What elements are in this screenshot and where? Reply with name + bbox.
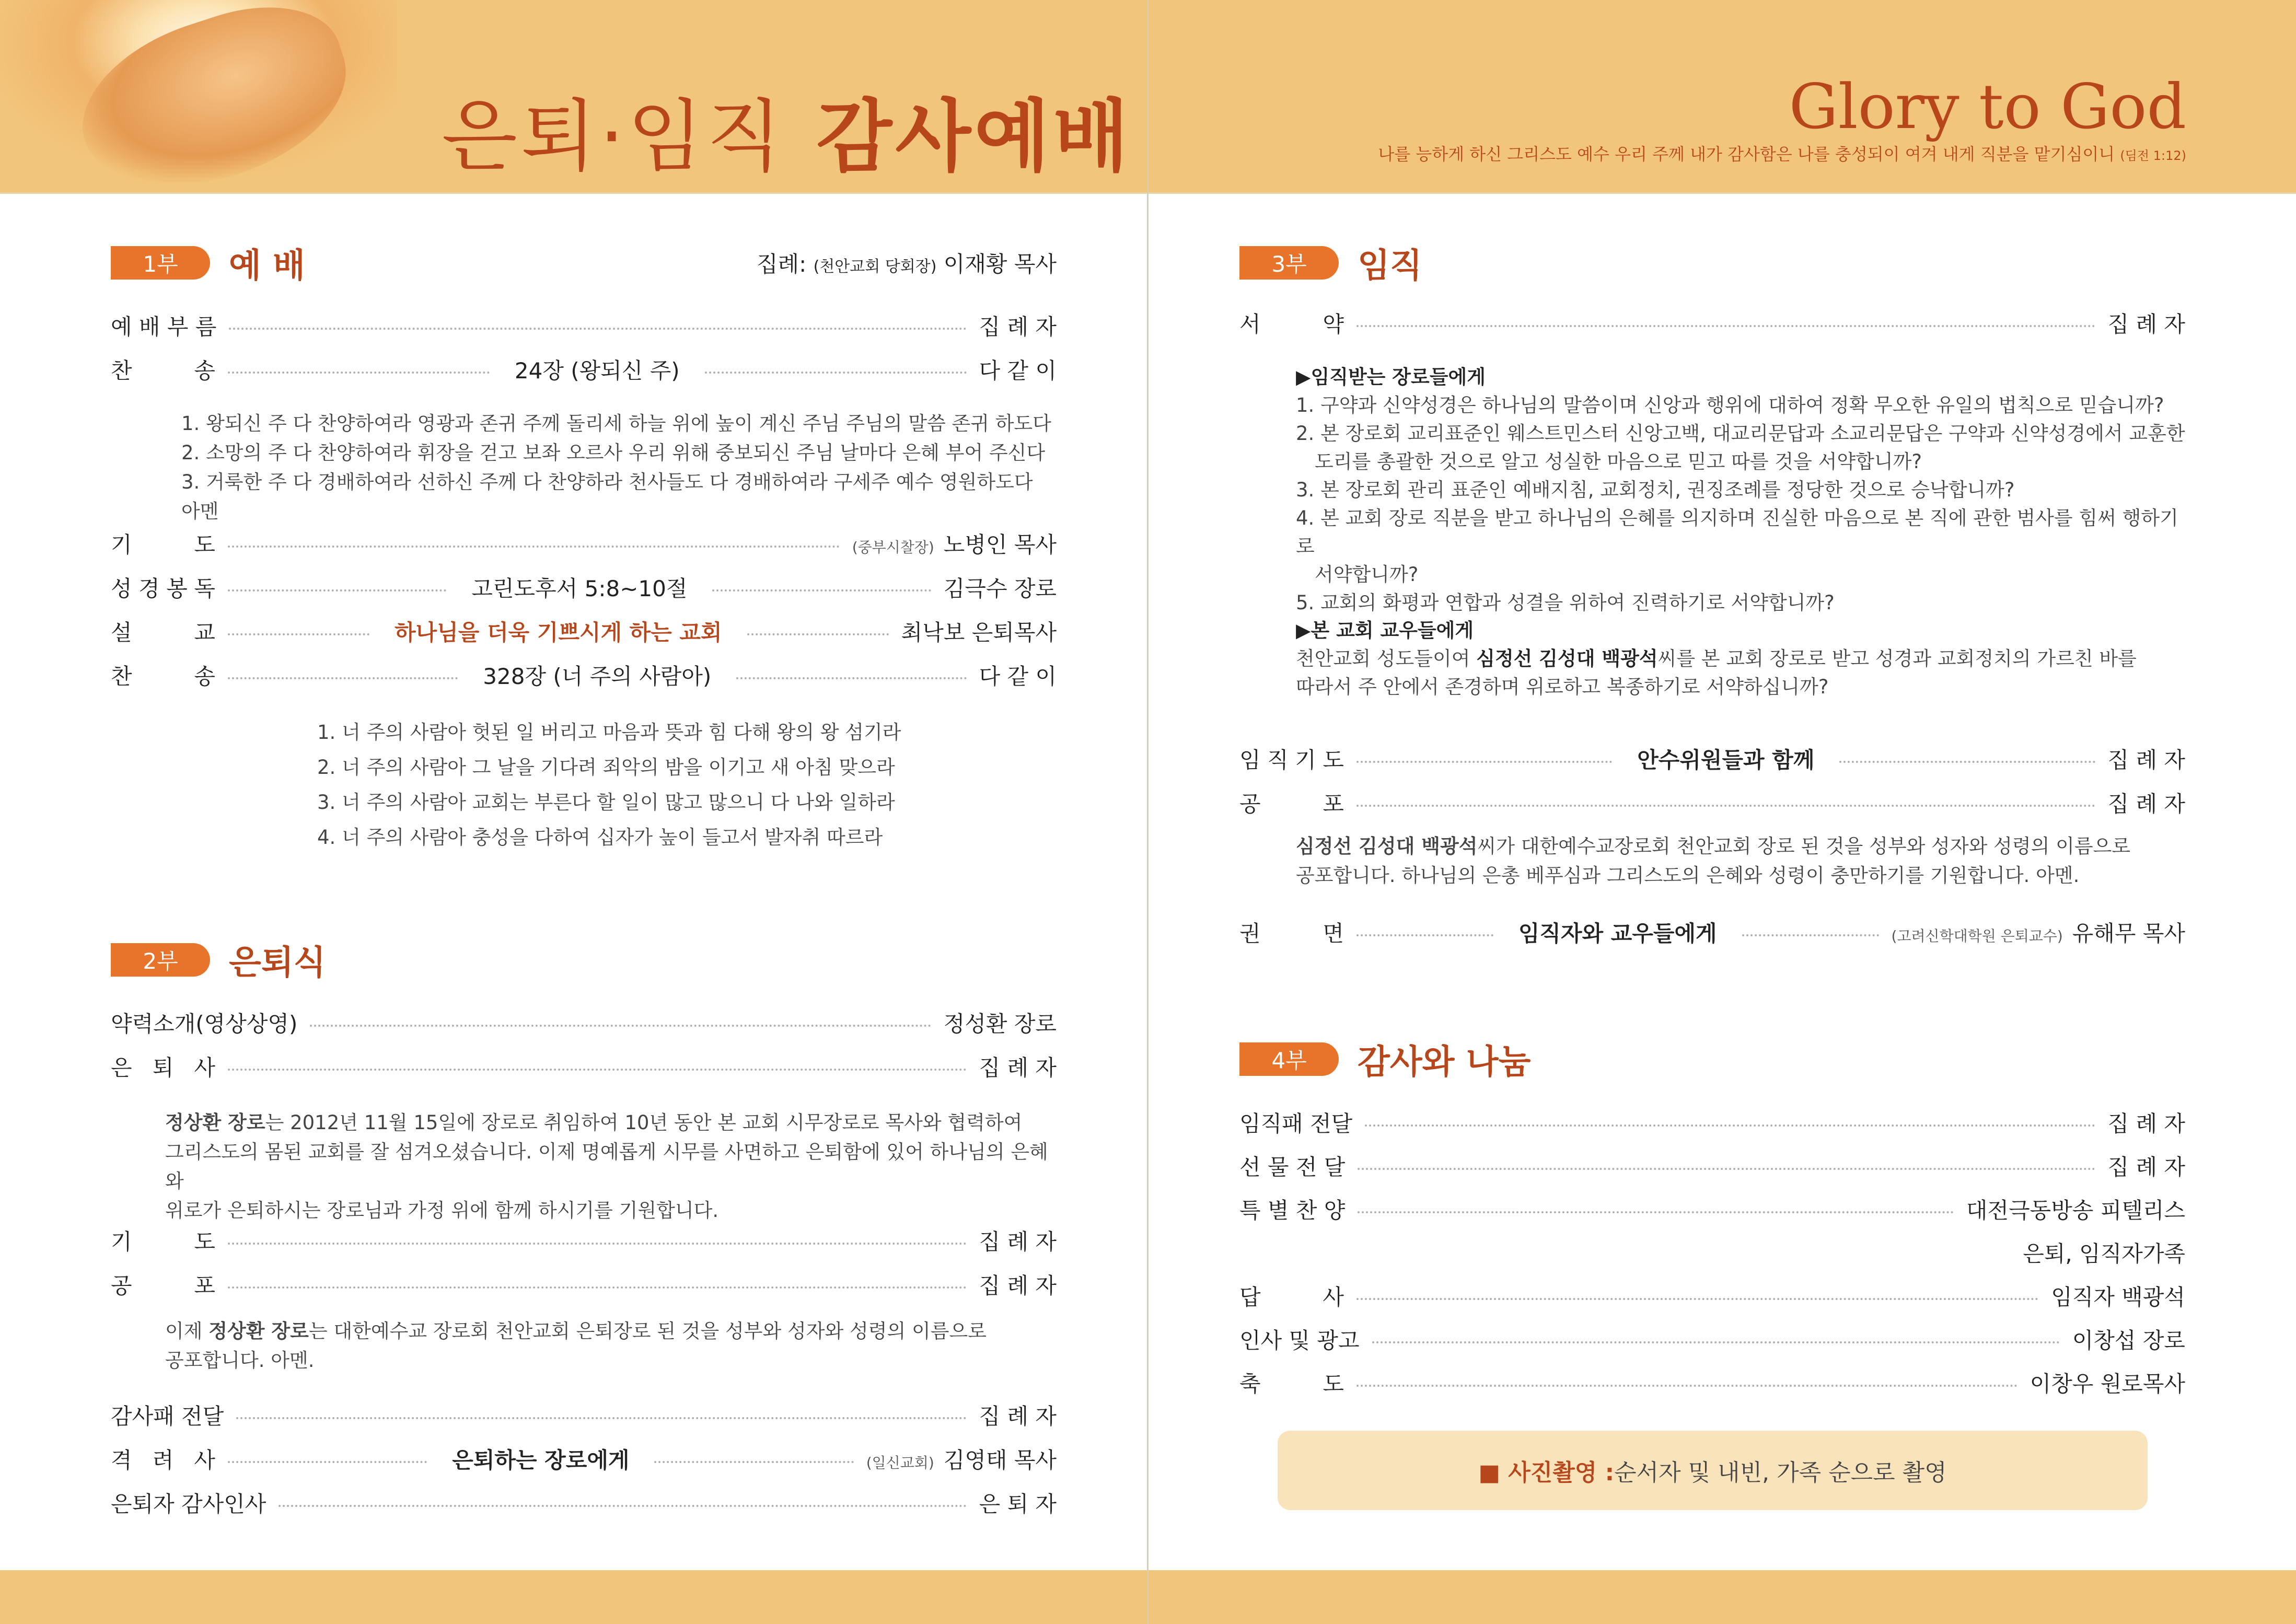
leader-dots (279, 1505, 966, 1507)
retiree-name: 정상환 장로 (208, 1320, 309, 1342)
row-label: 약력소개(영상상영) (111, 1011, 298, 1037)
order-row (111, 616, 1057, 647)
row-note: (일신교회) (866, 1454, 934, 1471)
statement-text: 이제 (165, 1320, 209, 1342)
order-row (111, 1051, 1057, 1082)
order-row (1239, 1367, 2185, 1398)
part3-badge: 3부 (1239, 246, 1339, 280)
leader-dots (228, 633, 369, 635)
statement-text: 위로가 은퇴하시는 장로님과 가정 위에 함께 하시기를 기원합니다. (165, 1199, 719, 1222)
row-label: 권 면 (1239, 921, 1344, 946)
row-right: 이창우 원로목사 (2030, 1371, 2185, 1397)
row-mid: 안수위원들과 함께 (1625, 743, 1827, 774)
vow-text: 따라서 주 안에서 존경하며 위로하고 복종하기로 서약하십니까? (1296, 676, 1829, 698)
row-label: 답 사 (1239, 1284, 1344, 1310)
elder-names: 심정선 김성대 백광석 (1476, 647, 1658, 670)
leader-dots (228, 1243, 967, 1245)
row-mid: 고린도후서 5:8~10절 (459, 572, 700, 603)
leader-dots (228, 1069, 967, 1071)
row-right: 다 같 이 (979, 664, 1057, 689)
row-right-name: 노병인 목사 (943, 532, 1057, 558)
row-right: 집 례 자 (2107, 747, 2185, 773)
statement-text: 그리스도의 몸된 교회를 잘 섬겨오셨습니다. 이제 명예롭게 시무를 사면하고 은퇴함에 있어 하나님의 은혜와 (165, 1141, 1048, 1192)
officiant (757, 247, 1057, 279)
leader-dots (1839, 761, 2095, 763)
lyric-line: 2. 너 주의 사람아 그 날을 기다려 죄악의 밤을 이기고 새 아침 맞으라 (317, 756, 895, 779)
order-row (111, 1007, 1057, 1038)
leader-dots (654, 1461, 853, 1463)
row-right: 정성환 장로 (943, 1011, 1057, 1037)
officiant-name: 이재황 목사 (943, 251, 1057, 277)
vows-heading: ▶본 교회 교우들에게 (1296, 619, 1474, 642)
row-right: 은 퇴 자 (979, 1491, 1057, 1517)
row-label: 격 려 사 (111, 1447, 215, 1473)
row-note: (고려신학대학원 은퇴교수) (1891, 927, 2063, 945)
proclamation-statement (165, 1317, 987, 1375)
row-label: 은 퇴 사 (111, 1055, 215, 1081)
row-right-name: 유해무 목사 (2072, 921, 2185, 946)
leader-dots (1356, 325, 2095, 327)
order-row (1239, 1193, 2185, 1225)
row-note: (중부시찰장) (852, 539, 934, 556)
row-right (1892, 917, 2186, 948)
part2-title: 은퇴식 (229, 944, 326, 982)
row-label: 기 도 (111, 532, 215, 558)
statement-text: 는 2012년 11월 15일에 장로로 취임하여 10년 동안 본 교회 시무장로로 목사와 협력하여 (265, 1111, 1023, 1134)
row-label: 성 경 봉 독 (111, 576, 215, 601)
row-label: 은퇴자 감사인사 (111, 1491, 266, 1517)
leader-dots (228, 546, 840, 548)
vow-text: 씨를 본 교회 장로로 받고 성경과 교회정치의 가르친 바를 (1657, 647, 2137, 670)
order-row (111, 572, 1057, 603)
row-label: 감사패 전달 (111, 1403, 224, 1429)
row-right: 이창섭 장로 (2072, 1328, 2185, 1353)
row-mid: 임직자와 교우들에게 (1506, 917, 1730, 948)
title-light: 은퇴·임직 (442, 91, 785, 182)
photo-notice (1278, 1431, 2148, 1510)
row-label: 선 물 전 달 (1239, 1154, 1346, 1180)
hand-shape (61, 0, 367, 193)
order-row (1239, 1107, 2185, 1138)
leader-dots (1742, 934, 1879, 936)
part2-heading (111, 936, 1057, 983)
ordination-proclamation (1296, 832, 2130, 890)
order-row (1239, 1237, 2185, 1268)
elders-vows (1296, 363, 2185, 617)
part1-title: 예 배 (229, 247, 305, 285)
row-right: 집 례 자 (2107, 1154, 2185, 1180)
order-row (111, 1269, 1057, 1300)
leader-dots (228, 589, 446, 591)
vow-text: 천안교회 성도들이여 (1296, 647, 1477, 670)
row-mid: 은퇴하는 장로에게 (439, 1443, 642, 1475)
leader-dots (228, 1286, 967, 1289)
row-label: 기 도 (111, 1229, 215, 1255)
row-label: 공 포 (111, 1273, 215, 1298)
order-row (1239, 743, 2185, 774)
leader-dots (712, 589, 931, 591)
leader-dots (1356, 1298, 2038, 1300)
order-row (111, 1225, 1057, 1256)
part3-title: 임직 (1358, 247, 1422, 285)
order-row (111, 310, 1057, 341)
lyric-line: 3. 너 주의 사람아 교회는 부른다 할 일이 많고 많으니 다 나와 일하라 (317, 791, 895, 814)
row-label: 찬 송 (111, 664, 215, 689)
leader-dots (1356, 1385, 2017, 1387)
row-label: 설 교 (111, 620, 215, 645)
statement-text: 공포합니다. 아멘. (165, 1349, 315, 1372)
header-verse (1378, 141, 2186, 165)
row-right (852, 528, 1057, 559)
row-right: 집 례 자 (979, 314, 1057, 340)
lyric-line: 3. 거룩한 주 다 경배하여라 선하신 주께 다 찬양하라 천사들도 다 경배하여라 구세주 예수 영원하도다 아멘 (181, 471, 1033, 523)
order-row (111, 1443, 1057, 1475)
row-right: 다 같 이 (979, 358, 1057, 384)
officiant-label: 집례: (756, 251, 807, 277)
row-right: 집 례 자 (979, 1229, 1057, 1255)
leader-dots (705, 372, 967, 374)
row-right: 집 례 자 (2107, 791, 2185, 817)
order-row (1239, 1150, 2185, 1181)
row-mid: 24장 (왕되신 주) (502, 354, 692, 385)
leader-dots (1356, 761, 1612, 763)
row-right: 은퇴, 임직자가족 (2023, 1241, 2185, 1267)
row-label: 임 직 기 도 (1239, 747, 1344, 773)
row-right: 집 례 자 (979, 1055, 1057, 1081)
members-vows (1296, 617, 2137, 701)
retirement-statement (165, 1108, 1057, 1225)
part1-heading (111, 239, 1057, 286)
lyric-line: 1. 너 주의 사람아 헛된 일 버리고 마음과 뜻과 힘 다해 왕의 왕 섬기라 (317, 721, 901, 744)
row-right: 집 례 자 (979, 1403, 1057, 1429)
row-right: 임직자 백광석 (2051, 1284, 2185, 1310)
row-label: 서 약 (1239, 311, 1344, 337)
row-label: 인사 및 광고 (1239, 1328, 1360, 1353)
title-bold: 감사예배 (816, 91, 1132, 182)
photo-text: 순서자 및 내빈, 가족 순으로 촬영 (1614, 1459, 1947, 1486)
elder-names: 심정선 김성대 백광석 (1296, 835, 1478, 857)
lyric-line: 4. 너 주의 사람아 충성을 다하여 십자가 높이 들고서 발자취 따르라 (317, 826, 883, 849)
hymn1-lyrics (181, 409, 1057, 526)
row-label: 축 도 (1239, 1371, 1344, 1397)
row-label: 예 배 부 름 (111, 314, 217, 340)
leader-dots (1358, 1211, 1954, 1213)
row-right: 김극수 장로 (943, 576, 1057, 601)
leader-dots (747, 633, 889, 635)
glory-to-god-heading: Glory to God (1789, 71, 2186, 143)
page-spine (1147, 0, 1149, 1624)
row-label: 특 별 찬 양 (1239, 1198, 1346, 1223)
lyric-line: 2. 소망의 주 다 찬양하여라 휘장을 걷고 보좌 오르사 우리 위해 중보되신 주님 날마다 은혜 부어 주신다 (181, 442, 1046, 464)
part4-heading (1239, 1036, 2185, 1083)
leader-dots (1372, 1341, 2060, 1343)
leader-dots (1356, 934, 1493, 936)
statement-text: 공포합니다. 하나님의 은총 베푸심과 그리스도의 은혜와 성령이 충만하기를 기원합니다. 아멘. (1296, 864, 2080, 887)
part3-heading (1239, 239, 2185, 286)
order-row (111, 1487, 1057, 1518)
row-right: 최낙보 은퇴목사 (901, 620, 1057, 645)
row-right: 집 례 자 (979, 1273, 1057, 1298)
order-row (111, 659, 1057, 691)
part4-badge: 4부 (1239, 1042, 1339, 1076)
verse-ref: (딤전 1:12) (2120, 148, 2186, 163)
row-right (866, 1443, 1057, 1475)
statement-text: 는 대한예수교 장로회 천안교회 은퇴장로 된 것을 성부와 성자와 성령의 이름으로 (308, 1320, 987, 1342)
vow-line: 4. 본 교회 장로 직분을 받고 하나님의 은혜를 의지하며 진실한 마음으로 본 직에 관한 범사를 힘써 행하기로 (1296, 507, 2178, 558)
retiree-name: 정상환 장로 (165, 1111, 265, 1134)
order-row (1239, 1280, 2185, 1312)
leader-dots (228, 677, 458, 679)
order-row (111, 528, 1057, 559)
photo-label: ■ 사진촬영 : (1478, 1459, 1615, 1486)
bulletin-title (442, 73, 1132, 182)
vow-line: 2. 본 장로회 교리표준인 웨스트민스터 신앙고백, 대교리문답과 소교리문답은 구약과 신약성경에서 교훈한 (1296, 422, 2185, 445)
leader-dots (310, 1025, 931, 1027)
leader-dots (1365, 1124, 2095, 1127)
row-label: 임직패 전달 (1239, 1111, 1353, 1136)
leader-dots (236, 1417, 966, 1419)
hymn2-lyrics (317, 715, 901, 855)
order-row (111, 1399, 1057, 1431)
praying-hands-image (0, 0, 397, 193)
sermon-title: 하나님을 더욱 기쁘시게 하는 교회 (382, 616, 735, 647)
leader-dots (228, 1461, 427, 1463)
order-row (1239, 1324, 2185, 1355)
leader-dots (736, 677, 966, 679)
order-row (111, 354, 1057, 385)
row-right: 대전극동방송 피텔리스 (1966, 1198, 2185, 1223)
leader-dots (228, 372, 490, 374)
officiant-note: (천안교회 당회장) (813, 258, 937, 276)
order-row (1239, 307, 2185, 339)
leader-dots (1356, 805, 2095, 807)
vow-line: 1. 구약과 신약성경은 하나님의 말씀이며 신앙과 행위에 대하여 정확 무오한 유일의 법칙으로 믿습니까? (1296, 394, 2164, 416)
row-mid: 328장 (너 주의 사람아) (470, 659, 724, 691)
vow-line: 서약합니까? (1315, 563, 1419, 586)
leader-dots (229, 328, 966, 330)
part2-badge: 2부 (111, 943, 210, 977)
statement-text: 씨가 대한예수교장로회 천안교회 장로 된 것을 성부와 성자와 성령의 이름으로 (1477, 835, 2131, 857)
row-right: 집 례 자 (2107, 311, 2185, 337)
vows-heading: ▶임직받는 장로들에게 (1296, 366, 1486, 388)
row-label: 공 포 (1239, 791, 1344, 817)
leader-dots (1358, 1168, 2095, 1170)
verse-text: 나를 능하게 하신 그리스도 예수 우리 주께 내가 감사함은 나를 충성되이 여겨 내게 직분을 맡기심이니 (1378, 144, 2115, 164)
row-right: 집 례 자 (2107, 1111, 2185, 1136)
vow-line: 3. 본 장로회 관리 표준인 예배지침, 교회정치, 권징조례를 정당한 것으로 승낙합니까? (1296, 479, 2015, 501)
vow-line: 5. 교회의 화평과 연합과 성결을 위하여 진력하기로 서약합니까? (1296, 591, 1835, 614)
vow-line: 도리를 총괄한 것으로 알고 성실한 마음으로 믿고 따를 것을 서약합니까? (1315, 450, 1922, 473)
row-right-name: 김영태 목사 (943, 1447, 1057, 1473)
part4-title: 감사와 나눔 (1358, 1043, 1531, 1082)
row-label: 찬 송 (111, 358, 215, 384)
order-row (1239, 917, 2185, 948)
order-row (1239, 787, 2185, 818)
part1-badge: 1부 (111, 246, 210, 280)
lyric-line: 1. 왕되신 주 다 찬양하여라 영광과 존귀 주께 돌리세 하늘 위에 높이 계신 주님 주님의 말씀 존귀 하도다 (181, 412, 1051, 435)
